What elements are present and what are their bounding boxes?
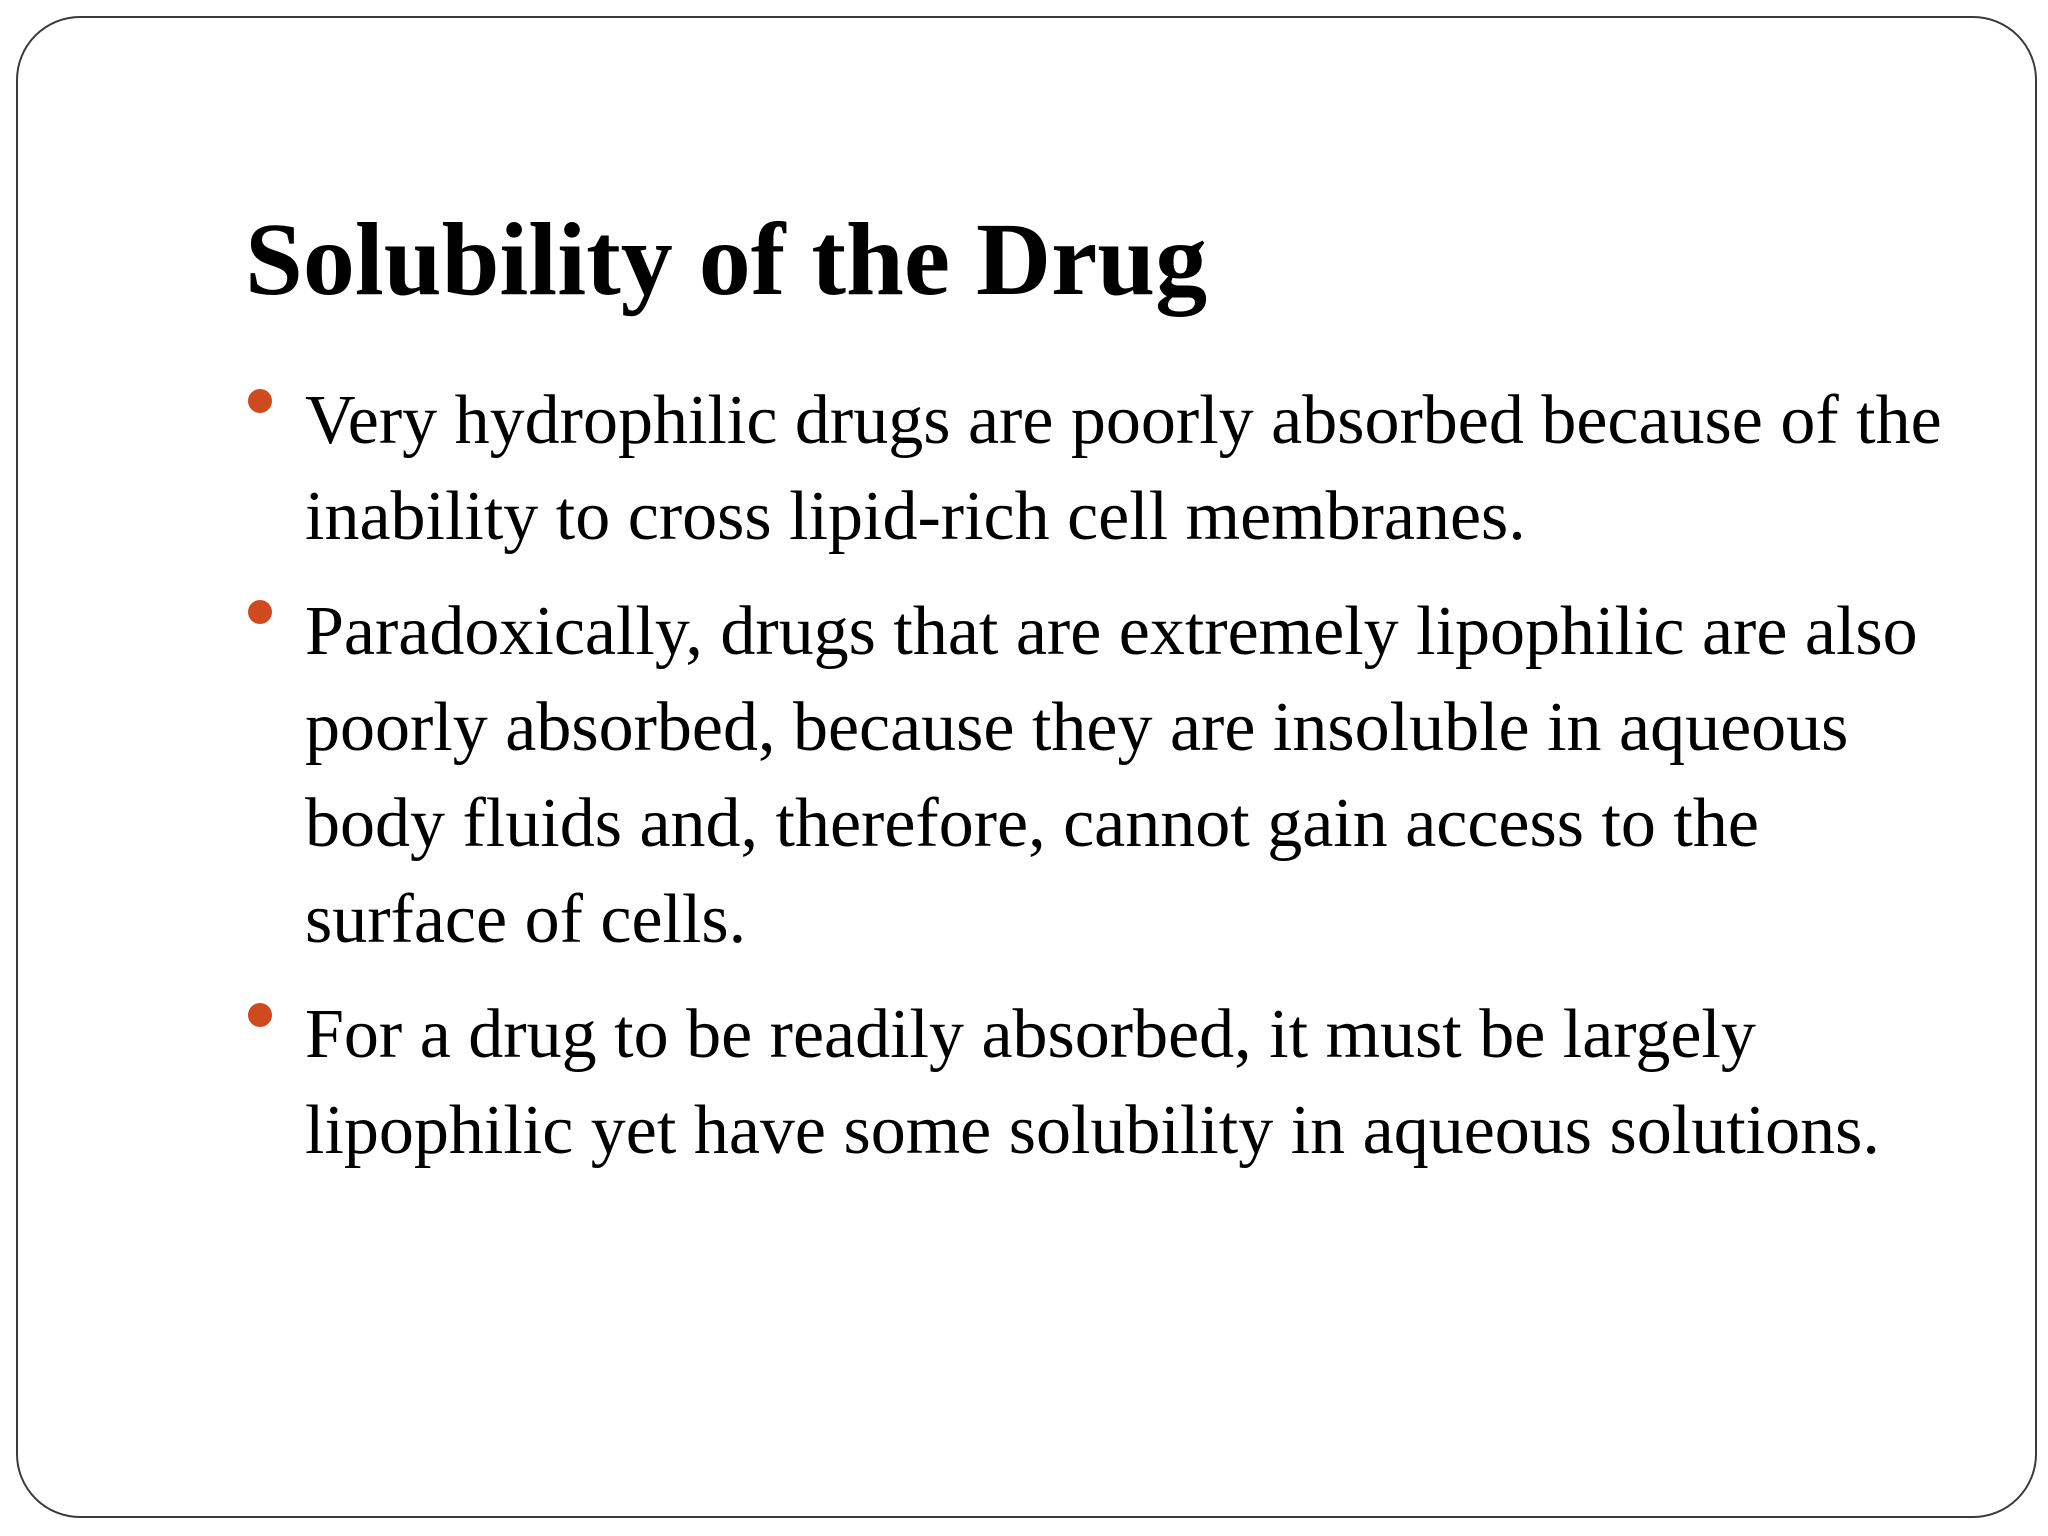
bullet-list xyxy=(248,373,1968,1179)
bullet-item xyxy=(248,373,1968,565)
bullet-text: Very hydrophilic drugs are poorly absorbed because of the inability to cross lipid-rich cell membranes. xyxy=(305,382,1942,555)
bullet-item xyxy=(248,987,1968,1179)
bullet-item xyxy=(248,584,1968,968)
bullet-dot-icon xyxy=(248,1003,272,1027)
bullet-dot-icon xyxy=(248,600,272,624)
bullet-text: For a drug to be readily absorbed, it must be largely lipophilic yet have some solubility in aqueous solutions. xyxy=(305,996,1880,1169)
slide-frame xyxy=(16,16,2037,1518)
slide-title: Solubility of the Drug xyxy=(245,202,1208,317)
bullet-dot-icon xyxy=(248,389,272,413)
bullet-text: Paradoxically, drugs that are extremely lipophilic are also poorly absorbed, because they are insoluble in aqueous body fluids and, therefore, cannot gain access to the surface of cells. xyxy=(305,593,1918,958)
